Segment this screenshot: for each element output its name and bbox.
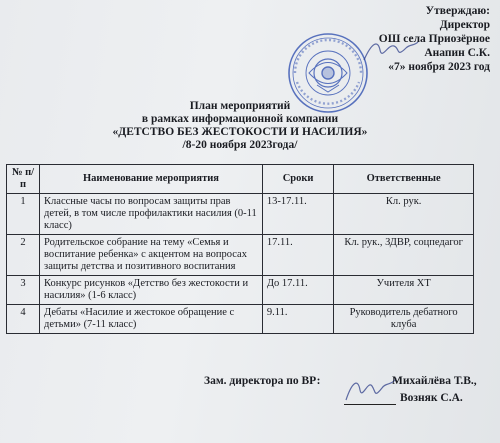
header-number: № п/п (7, 165, 40, 194)
header-dates: Сроки (262, 165, 333, 194)
approval-date: «7» ноября 2023 год (388, 61, 490, 73)
title-line-plan: План мероприятий (189, 100, 291, 112)
title-line-dates: /8-20 ноября 2023года/ (182, 139, 298, 151)
row-number: 1 (7, 194, 40, 235)
row-responsible: Кл. рук., ЗДВР, соцпедагог (334, 235, 474, 276)
row-responsible: Руководитель дебатного клуба (334, 305, 474, 334)
row-dates: До 17.11. (262, 276, 333, 305)
table-row (7, 305, 474, 334)
table-row (7, 276, 474, 305)
row-dates: 13-17.11. (262, 194, 333, 235)
signature-line (344, 404, 396, 405)
row-responsible: Учителя ХТ (334, 276, 474, 305)
deputy-name-1: Михайлёва Т.В., (392, 375, 477, 387)
header-responsible: Ответственные (334, 165, 474, 194)
row-dates: 17.11. (262, 235, 333, 276)
title-line-slogan: «ДЕТСТВО БЕЗ ЖЕСТОКОСТИ И НАСИЛИЯ» (112, 126, 368, 138)
row-event-name: Дебаты «Насилие и жестокое обращение с детьми» (7-11 класс) (40, 305, 263, 334)
table-header-row (7, 165, 474, 194)
row-number: 3 (7, 276, 40, 305)
approval-position: Директор (439, 19, 490, 31)
approval-heading: Утверждаю: (425, 5, 490, 17)
deputy-name-2: Возняк С.А. (400, 392, 463, 404)
deputy-signature (342, 374, 398, 404)
approval-school: ОШ села Приозёрное (378, 33, 490, 45)
table-row (7, 235, 474, 276)
events-table (6, 164, 474, 334)
row-event-name: Классные часы по вопросам защиты прав детей, в том числе профилактики насилия (0-11 класс) (40, 194, 263, 235)
deputy-position-label: Зам. директора по ВР: (204, 375, 321, 387)
row-number: 2 (7, 235, 40, 276)
row-event-name: Конкурс рисунков «Детство без жестокости и насилия» (1-6 класс) (40, 276, 263, 305)
approval-director-name: Анапин С.К. (424, 47, 490, 59)
row-responsible: Кл. рук. (334, 194, 474, 235)
title-line-campaign: в рамках информационной компании (141, 113, 339, 125)
row-dates: 9.11. (262, 305, 333, 334)
header-event-name: Наименование мероприятия (40, 165, 263, 194)
director-signature (360, 36, 420, 66)
row-number: 4 (7, 305, 40, 334)
document-title (60, 100, 420, 152)
table-row (7, 194, 474, 235)
row-event-name: Родительское собрание на тему «Семья и воспитание ребенка» с акцентом на вопросах защиты детства и позитивного воспитания (40, 235, 263, 276)
